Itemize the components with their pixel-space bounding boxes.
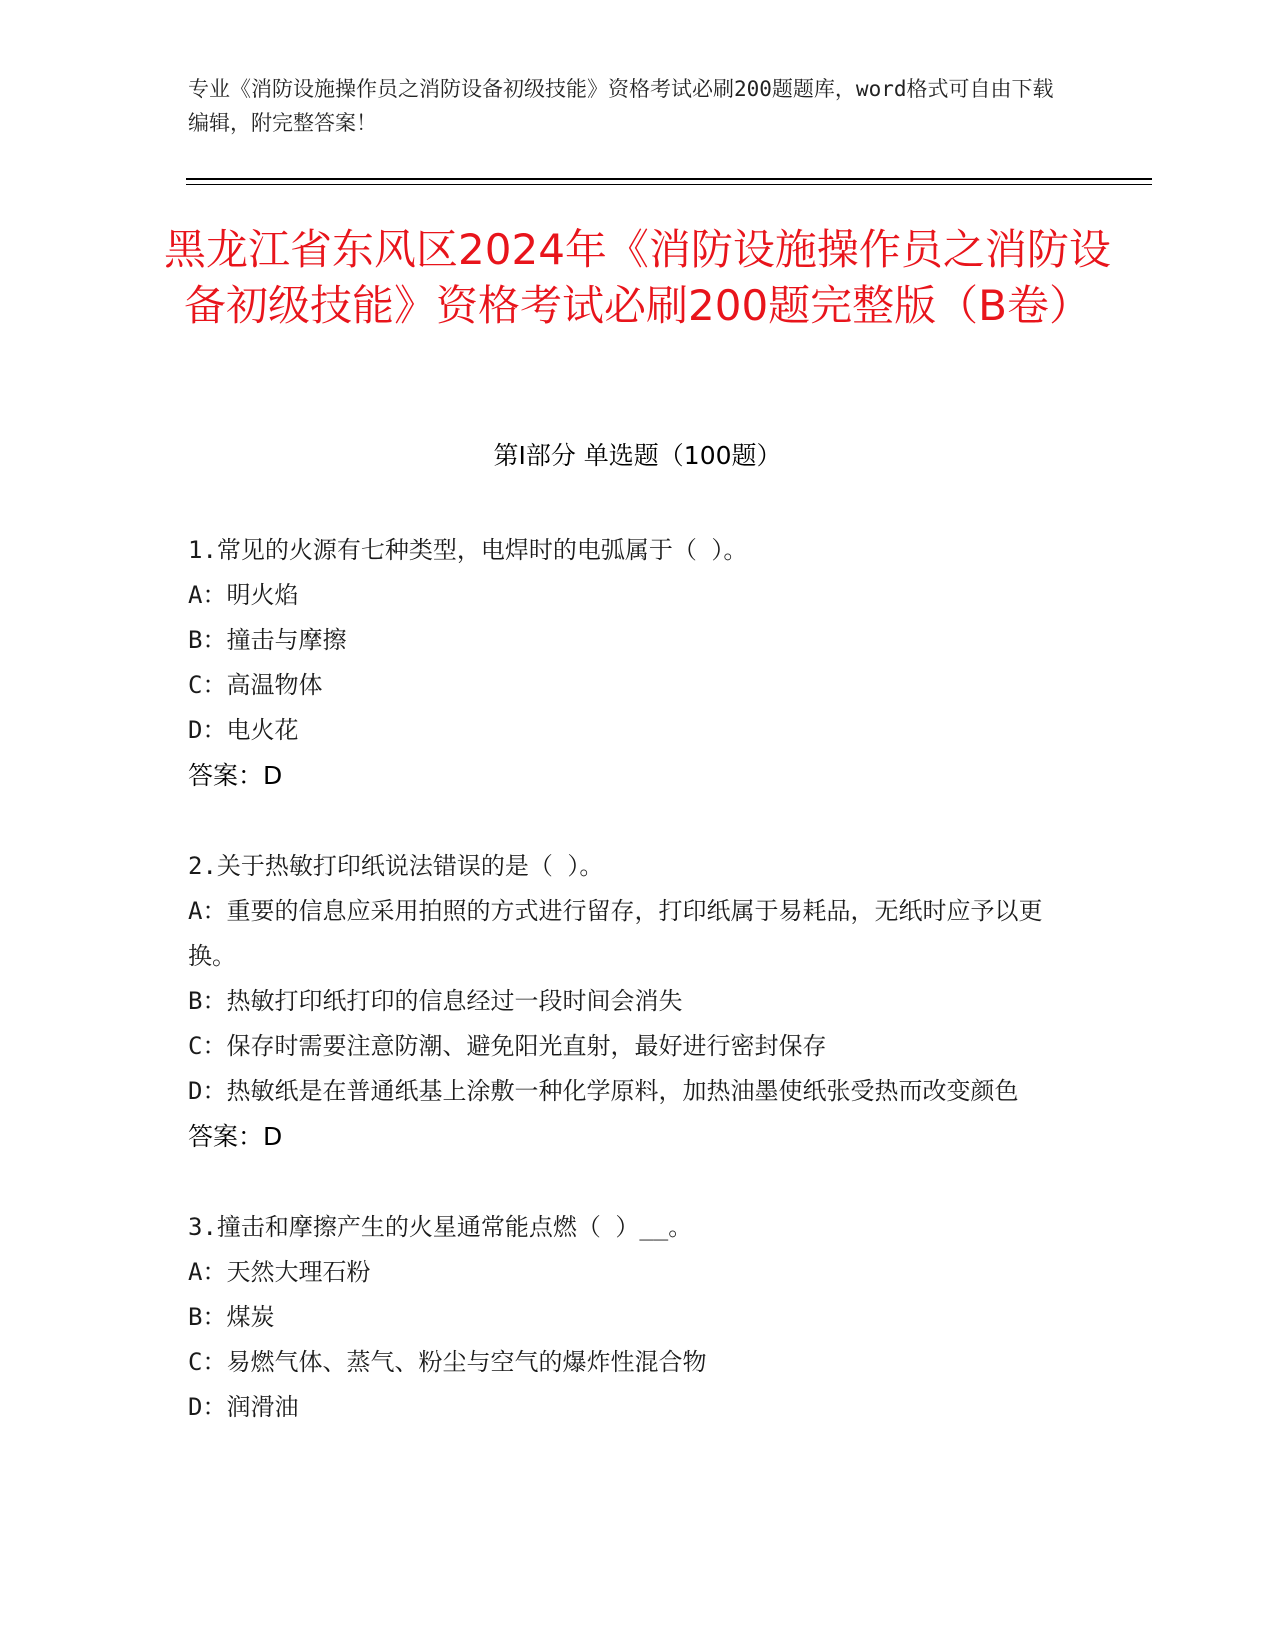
option-a: A：天然大理石粉 [188,1258,371,1286]
option-b: B：煤炭 [188,1303,275,1331]
question-stem: 2.关于热敏打印纸说法错误的是（ ）。 [188,852,604,880]
question-1 [188,528,1073,798]
option-b: B：热敏打印纸打印的信息经过一段时间会消失 [188,987,683,1015]
option-d: D：热敏纸是在普通纸基上涂敷一种化学原料，加热油墨使纸张受热而改变颜色 [188,1077,1019,1105]
option-c: C：保存时需要注意防潮、避免阳光直射，最好进行密封保存 [188,1032,827,1060]
header-divider-thin [186,184,1152,185]
option-a: A：重要的信息应采用拍照的方式进行留存，打印纸属于易耗品，无纸时应予以更换。 [188,897,1043,970]
question-3 [188,1205,1073,1430]
question-stem: 1.常见的火源有七种类型，电焊时的电弧属于（ ）。 [188,536,748,564]
answer: 答案：D [188,761,283,790]
option-a: A：明火焰 [188,581,299,609]
option-d: D：电火花 [188,716,299,744]
header-note: 专业《消防设施操作员之消防设备初级技能》资格考试必刷200题题库，word格式可自由下载编辑，附完整答案！ [188,77,1054,135]
option-c: C：高温物体 [188,671,323,699]
question-stem: 3.撞击和摩擦产生的火星通常能点燃（ ）__。 [188,1213,693,1241]
question-2 [188,844,1073,1159]
answer: 答案：D [188,1122,283,1151]
document-title: 黑龙江省东风区2024年《消防设施操作员之消防设备初级技能》资格考试必刷200题完整版（B卷） [164,225,1111,330]
question-list [188,528,1073,1476]
option-c: C：易燃气体、蒸气、粉尘与空气的爆炸性混合物 [188,1348,707,1376]
section-title: 第Ⅰ部分 单选题（100题） [493,441,782,470]
option-b: B：撞击与摩擦 [188,626,347,654]
option-d: D：润滑油 [188,1393,299,1421]
header-divider-thick [186,178,1152,180]
